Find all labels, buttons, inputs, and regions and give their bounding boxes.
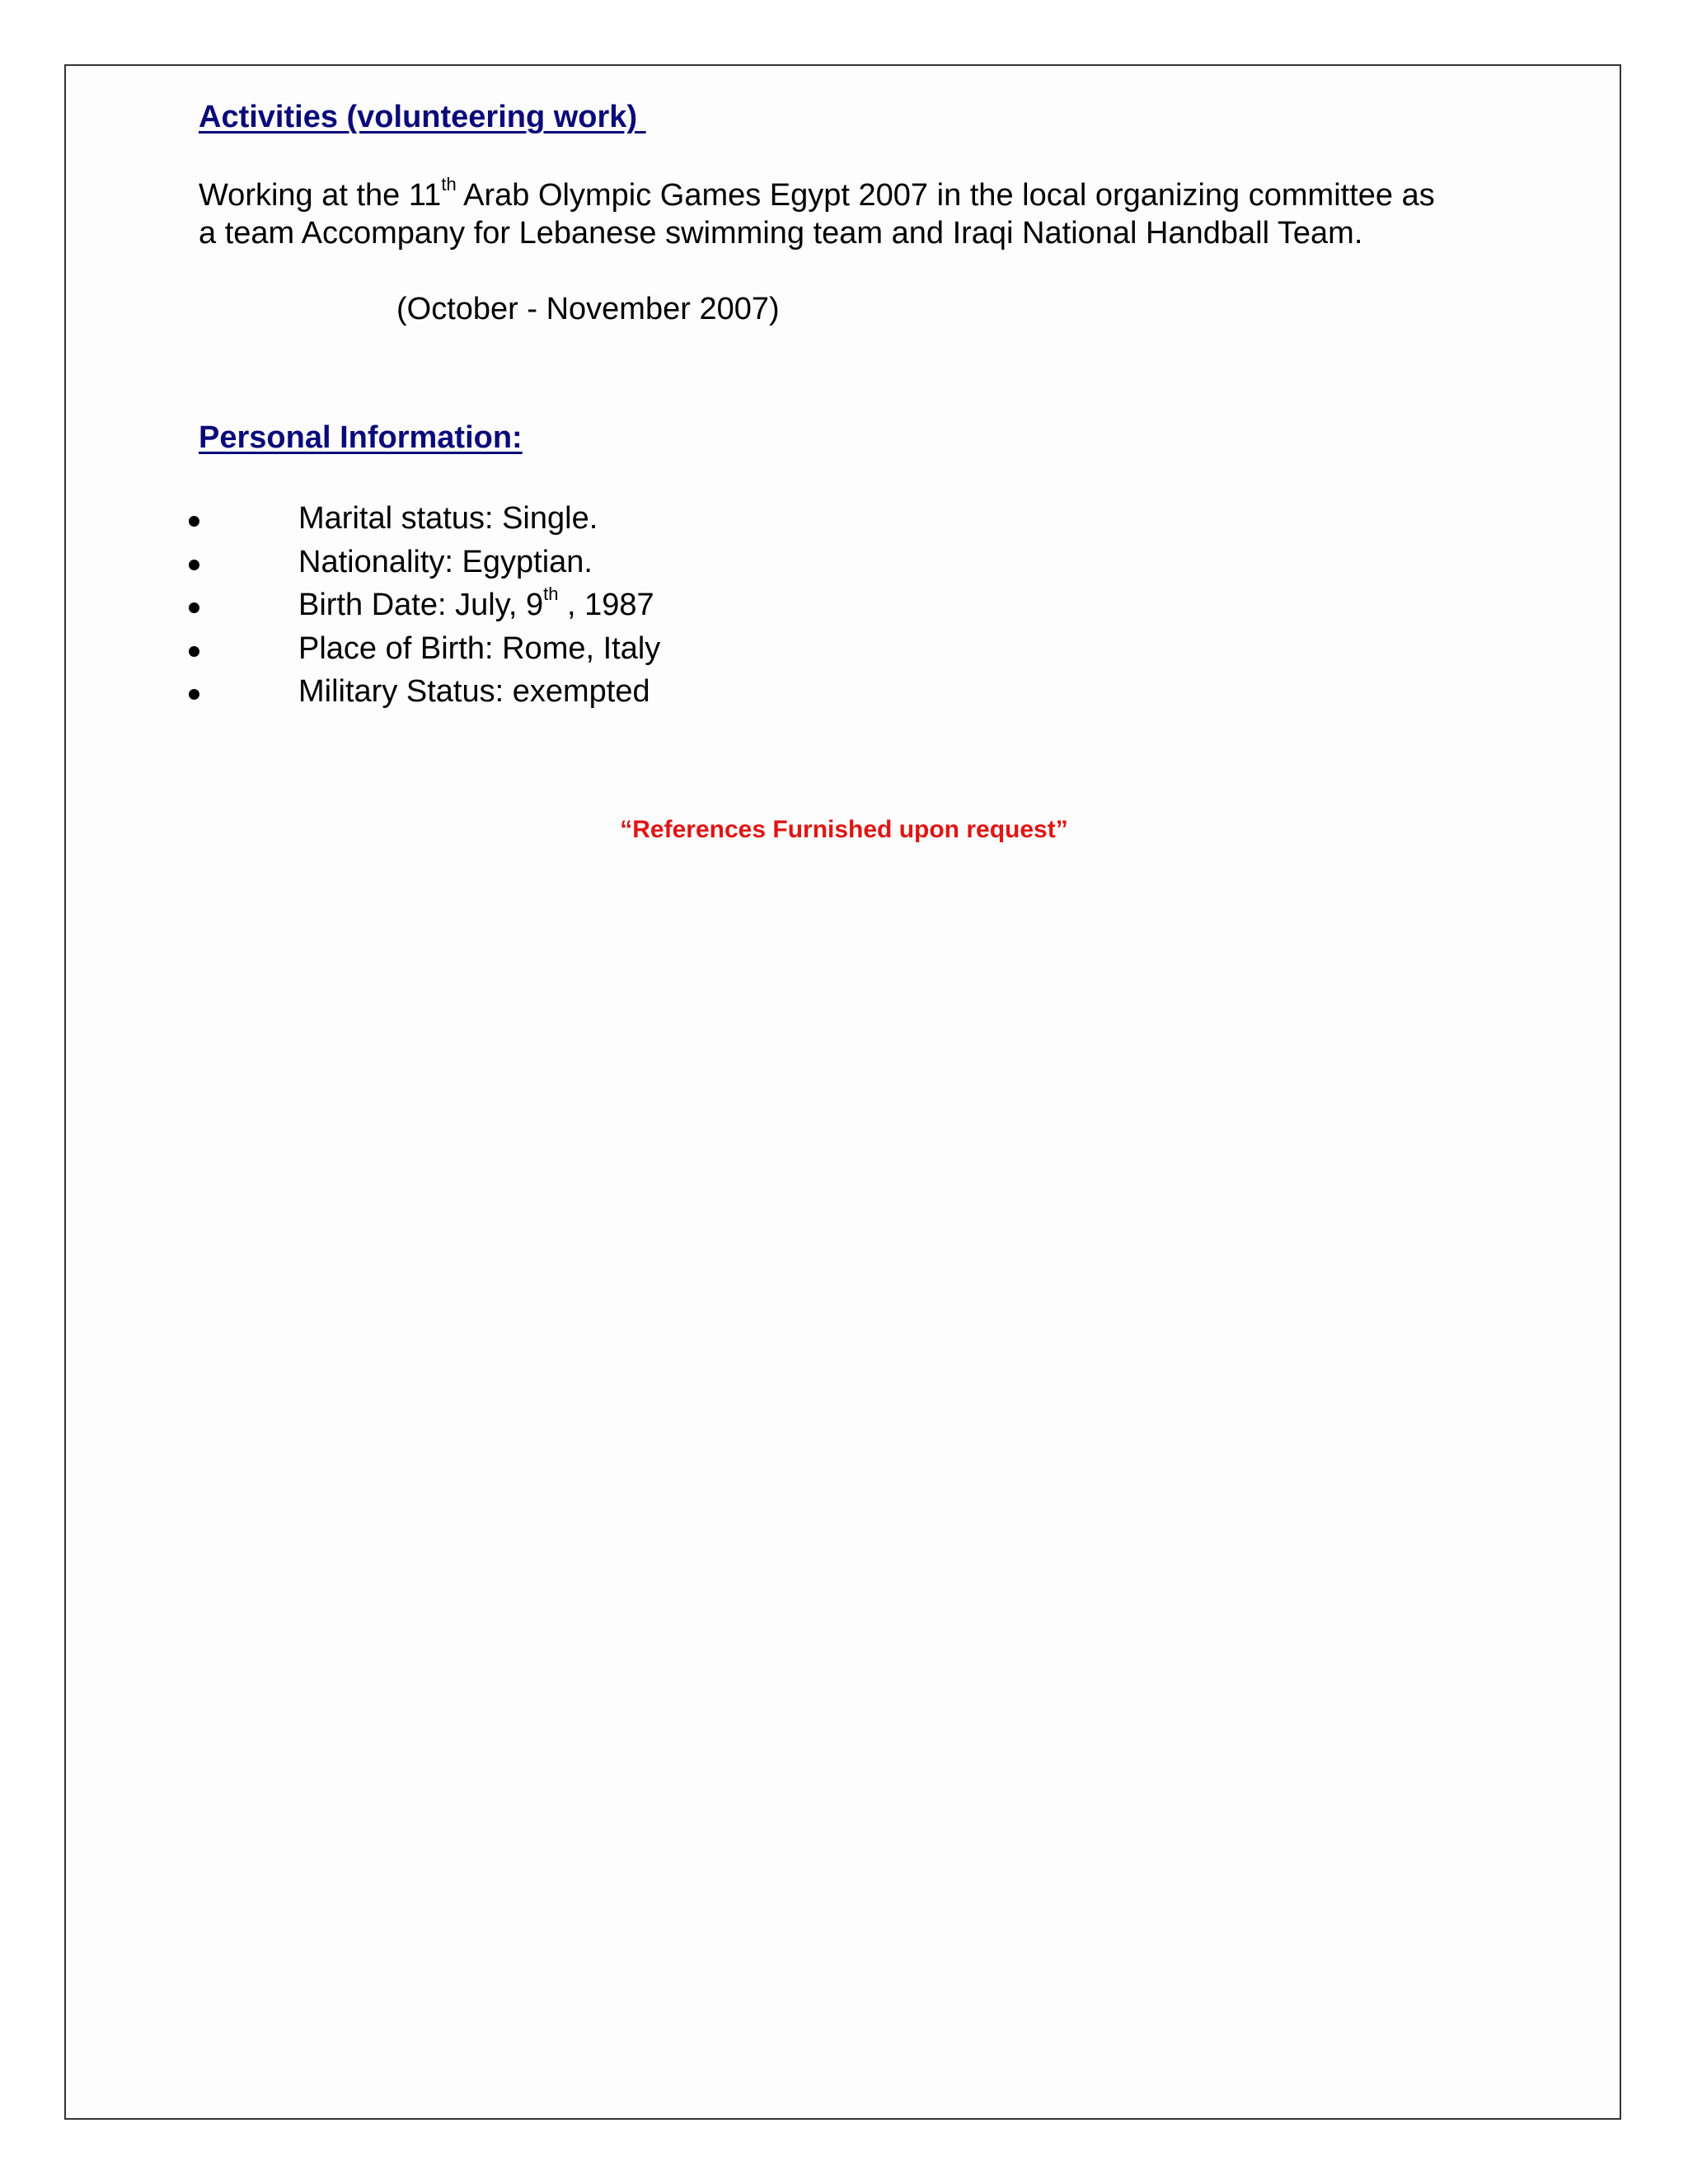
birth-date-start: Birth Date: July, 9 <box>298 588 544 622</box>
bullet-icon <box>189 689 199 700</box>
place-of-birth: Place of Birth: Rome, Italy <box>298 630 661 666</box>
personal-info-heading: Personal Information: <box>199 420 523 455</box>
ordinal-suffix: th <box>543 583 559 604</box>
birth-date-end: , 1987 <box>558 588 654 622</box>
activities-text-start: Working at the 11 <box>199 178 442 213</box>
marital-status: Marital status: Single. <box>298 501 598 536</box>
ordinal-suffix: th <box>441 174 457 194</box>
birth-date <box>298 583 654 626</box>
military-status: Military Status: exempted <box>298 674 650 709</box>
activities-heading: Activities (volunteering work) <box>199 100 646 134</box>
activities-text-end: Arab Olympic Games Egypt 2007 in the local organizing committee as a team Accompany for Lebanese swimming team and Iraqi National Handball Team. <box>199 178 1435 251</box>
activities-paragraph <box>199 176 1435 252</box>
references-note: “References Furnished upon request” <box>620 816 1068 843</box>
page-border <box>64 64 1621 2120</box>
bullet-icon <box>189 646 199 657</box>
activities-period: (October - November 2007) <box>396 292 780 326</box>
bullet-icon <box>189 516 199 527</box>
activities-description <box>199 176 1435 252</box>
bullet-icon <box>189 602 199 613</box>
bullet-icon <box>189 560 199 570</box>
nationality: Nationality: Egyptian. <box>298 544 593 579</box>
